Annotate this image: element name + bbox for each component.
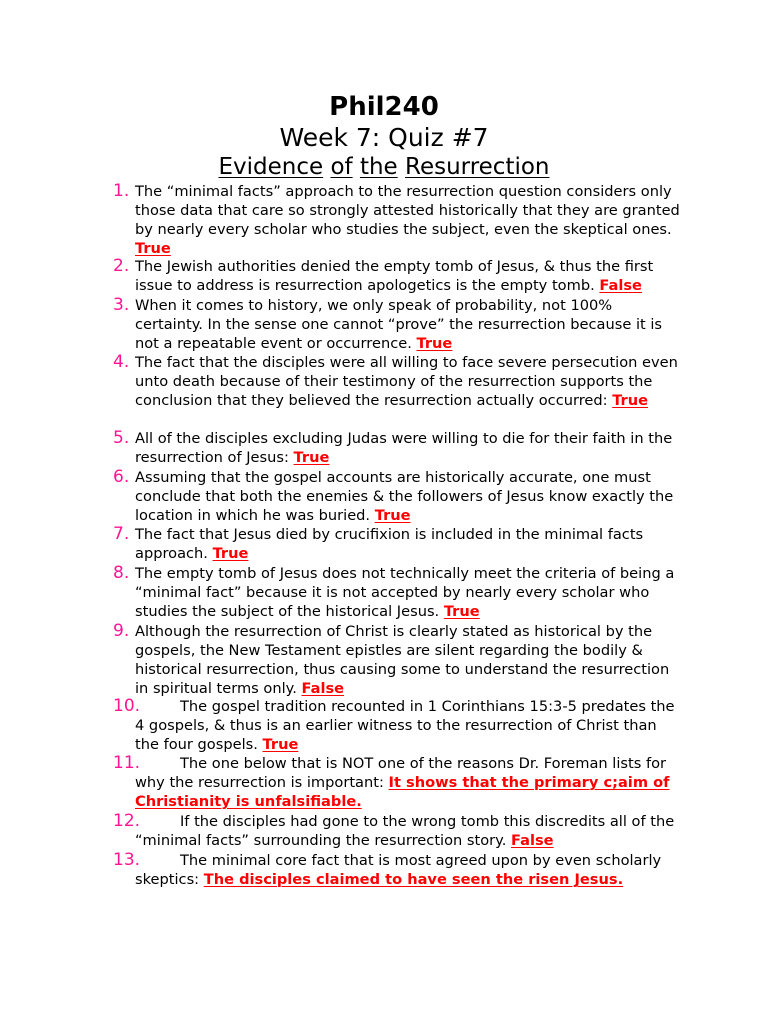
question-number: 9. [113, 621, 130, 641]
question-text [135, 429, 680, 467]
question-body: Assuming that the gospel accounts are historically accurate, one must conclude that both the enemies & the followers of Jesus know exactly the location in which he was buried. [135, 469, 674, 524]
answer-label: True [135, 240, 171, 257]
question-number: 1. [113, 181, 130, 201]
question-body: Although the resurrection of Christ is clearly stated as historical by the gospels, the New Testament epistles are silent regarding the bodily & historical resurrection, thus causing some to understand the resurrection in spiritual terms only. [135, 623, 670, 697]
question-body: If the disciples had gone to the wrong tomb this discredits all of the “minimal facts” surrounding the resurrection story. [135, 813, 675, 849]
question-number: 11. [113, 753, 141, 773]
question-body: All of the disciples excluding Judas were willing to die for their faith in the resurrection of Jesus: [135, 430, 673, 466]
course-title: Phil240 [329, 92, 439, 122]
answer-label: True [416, 335, 453, 352]
question-number: 10. [113, 696, 141, 716]
subject-word: Evidence [218, 154, 324, 180]
question-number: 6. [113, 467, 130, 487]
question-number: 7. [113, 524, 130, 544]
question-text [135, 296, 680, 353]
question-text [135, 182, 680, 258]
question-text [135, 697, 680, 754]
question-number: 2. [113, 256, 130, 276]
answer-label: False [301, 680, 345, 697]
subject-word: Resurrection [405, 154, 550, 180]
quiz-subject [0, 152, 768, 182]
answer-label: True [374, 507, 411, 524]
question-number: 4. [113, 352, 130, 372]
question-body: The gospel tradition recounted in 1 Corinthians 15:3-5 predates the 4 gospels, & thus is an earlier witness to the resurrection of Christ than the four gospels. [135, 698, 675, 753]
question-number: 5. [113, 428, 130, 448]
answer-label: True [612, 392, 649, 409]
question-text [135, 812, 680, 850]
answer-label: False [599, 277, 642, 294]
question-body: The Jewish authorities denied the empty tomb of Jesus, & thus the first issue to address is resurrection apologetics is the empty tomb. [135, 258, 654, 294]
question-number: 13. [113, 850, 141, 870]
question-number: 3. [113, 295, 130, 315]
answer-label: True [212, 545, 249, 562]
question-body: The fact that the disciples were all willing to face severe persecution even unto death because of their testimony of the resurrection supports the conclusion that they believed the resurrection actually occurred: [135, 354, 678, 409]
answer-label: It shows that the primary c;aim of Christianity is unfalsifiable. [135, 774, 670, 810]
question-text [135, 754, 680, 811]
question-text [135, 468, 680, 525]
question-body: The empty tomb of Jesus does not technically meet the criteria of being a “minimal fact” because it is not accepted by nearly every scholar who studies the subject of the historical Jesus. [135, 565, 675, 620]
question-text [135, 257, 680, 295]
answer-label: False [511, 832, 554, 849]
subject-word: of [330, 154, 353, 180]
subject-word: the [359, 154, 398, 180]
question-text [135, 525, 680, 563]
answer-label: The disciples claimed to have seen the risen Jesus. [203, 871, 624, 888]
question-body: The minimal core fact that is most agreed upon by even scholarly skeptics: [135, 852, 662, 888]
answer-label: True [443, 603, 480, 620]
quiz-title: Week 7: Quiz #7 [279, 123, 489, 152]
question-text [135, 564, 680, 621]
question-text [135, 851, 680, 889]
question-body: When it comes to history, we only speak of probability, not 100% certainty. In the sense one cannot “prove” the resurrection because it is not a repeatable event or occurrence. [135, 297, 663, 352]
answer-label: True [262, 736, 299, 753]
question-text [135, 622, 680, 698]
question-number: 8. [113, 563, 130, 583]
question-body: The “minimal facts” approach to the resurrection question considers only those data that care so strongly attested historically that they are granted by nearly every scholar who studies the subject, even the skeptical ones. [135, 183, 680, 238]
question-body: The one below that is NOT one of the reasons Dr. Foreman lists for why the resurrection is important: [135, 755, 667, 791]
question-text [135, 353, 680, 410]
question-number: 12. [113, 811, 141, 831]
question-body: The fact that Jesus died by crucifixion is included in the minimal facts approach. [135, 526, 644, 562]
answer-label: True [293, 449, 330, 466]
